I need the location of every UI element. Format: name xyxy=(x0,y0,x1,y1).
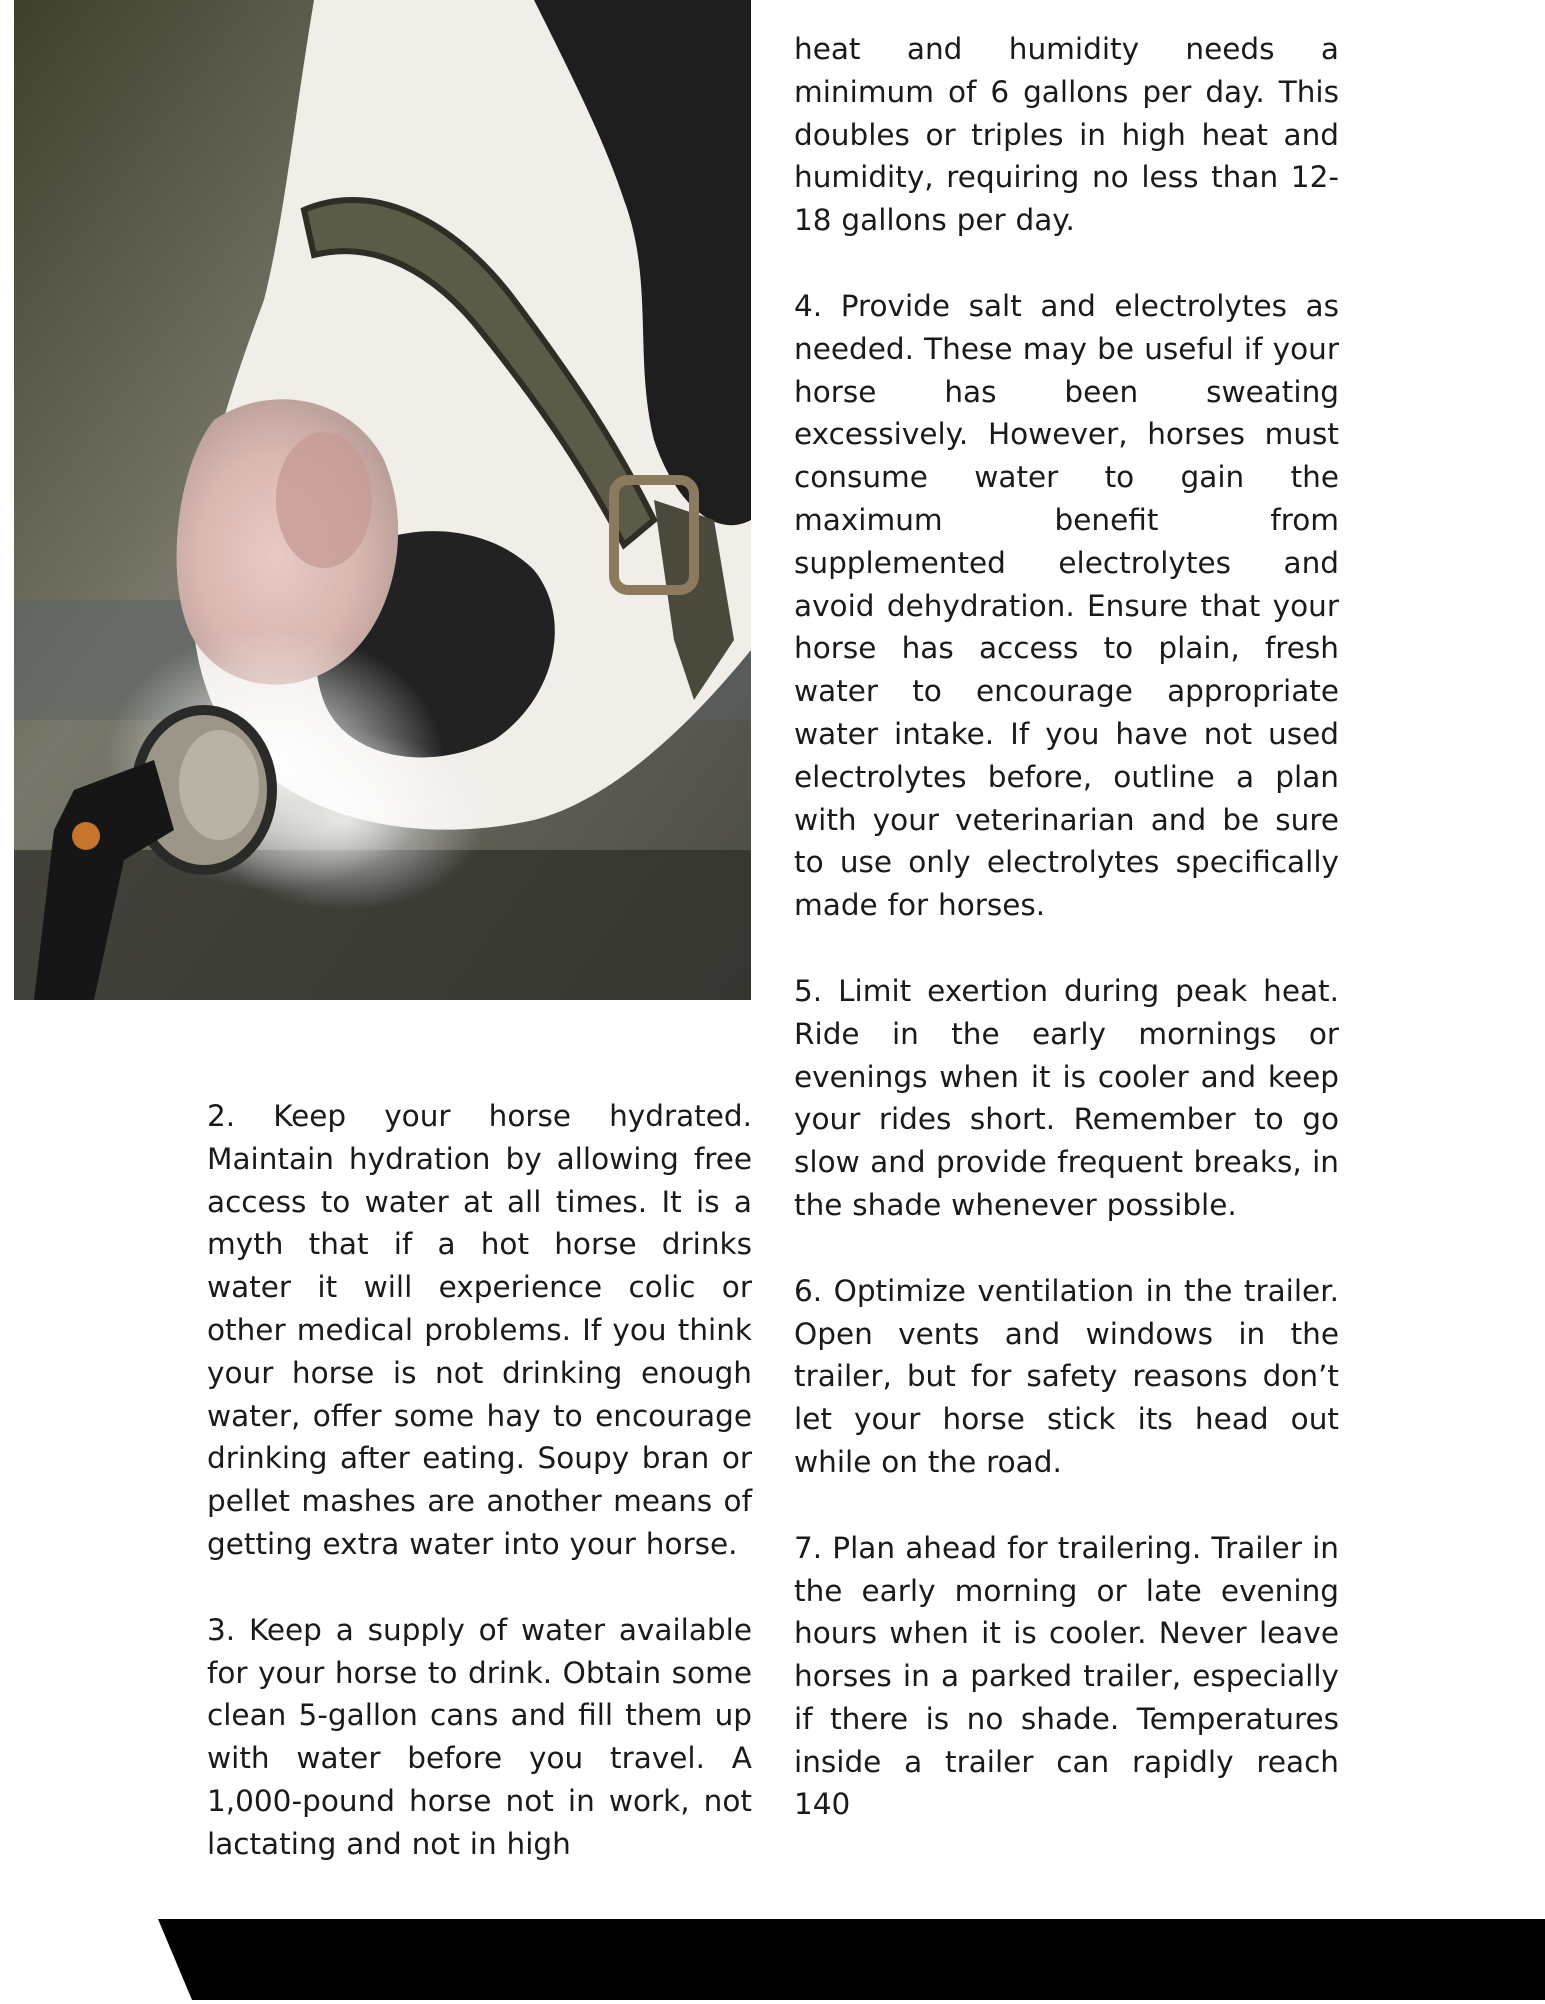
footer-band-shape xyxy=(0,1919,1545,2000)
left-column xyxy=(207,1095,752,1866)
paragraph-trailer-ventilation: 6. Optimize ventilation in the trailer. Open vents and windows in the trailer, but for safety reasons don’t let your horse stick its head out while on the road. xyxy=(794,1273,1339,1479)
paragraph-plan-trailering: 7. Plan ahead for trailering. Trailer in the early morning or late evening hours when it is cooler. Never leave horses in a parked trailer, especially if there is no shade. Temperatures inside a trailer can rapidly reach 140 xyxy=(794,1530,1339,1822)
right-column xyxy=(794,28,1339,1826)
paragraph-salt-electrolytes: 4. Provide salt and electrolytes as needed. These may be useful if your horse has been sweating excessively. However, horses must consume water to gain the maximum benefit from supplemented electrolytes and avoid dehydration. Ensure that your horse has access to plain, fresh water to encourage appropriate water intake. If you have not used electrolytes before, outline a plan with your veterinarian and be sure to use only electrolytes specifically made for horses. xyxy=(794,288,1339,923)
paragraph-water-needs-continued: heat and humidity needs a minimum of 6 gallons per day. This doubles or triples in high heat and humidity, requiring no less than 12-18 gallons per day. xyxy=(794,32,1339,238)
paragraph-limit-exertion: 5. Limit exertion during peak heat. Ride in the early mornings or evenings when it is cooler and keep your rides short. Remember to go slow and provide frequent breaks, in the shade whenever possible. xyxy=(794,973,1339,1222)
footer-band xyxy=(0,1919,1545,2000)
paragraph-keep-hydrated: 2. Keep your horse hydrated. Maintain hydration by allowing free access to water at all times. It is a myth that if a hot horse drinks water it will experience colic or other medical problems. If you think your horse is not drinking enough water, offer some hay to encourage drinking after eating. Soupy bran or pellet mashes are another means of getting extra water into your horse. xyxy=(207,1099,752,1561)
paragraph-water-supply: 3. Keep a supply of water available for your horse to drink. Obtain some clean 5-gallon cans and fill them up with water before you travel. A 1,000-pound horse not in work, not lactating and not in high xyxy=(207,1612,752,1861)
horse-hose-photo-illustration xyxy=(14,0,751,1000)
horse-hose-photo xyxy=(14,0,751,1000)
